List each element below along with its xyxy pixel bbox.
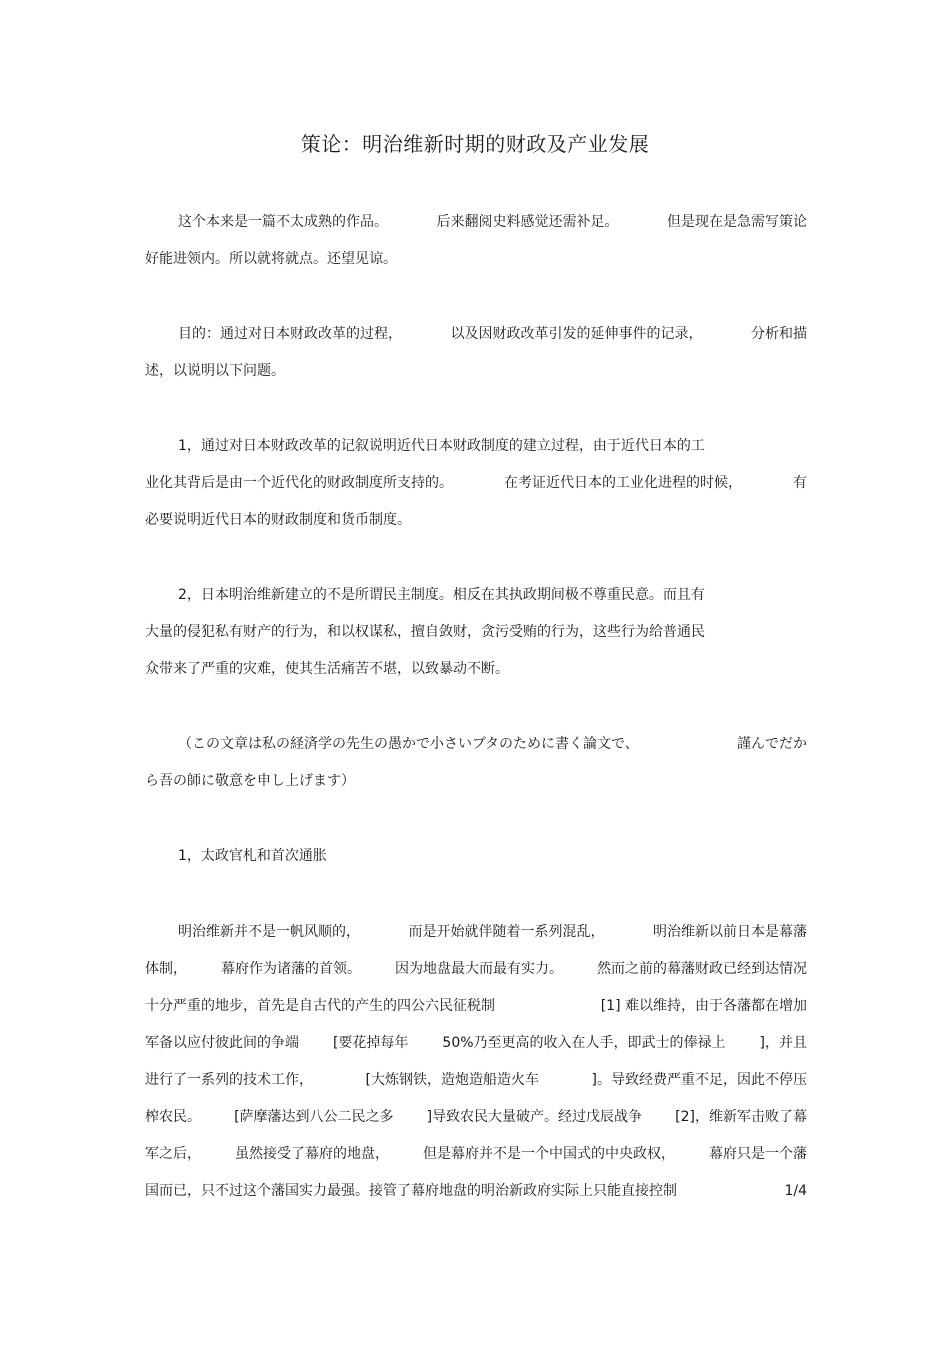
paragraph-line bbox=[178, 921, 807, 943]
text-segment: 幕府作为诸藩的首领。 bbox=[221, 961, 361, 977]
text-segment: [大炼钢铁，造炮造船造火车 bbox=[365, 1072, 539, 1088]
paragraph-line: 好能进领内。所以就将就点。还望见谅。 bbox=[145, 251, 397, 267]
paragraph-line: 众带来了严重的灾难，使其生活痛苦不堪，以致暴动不断。 bbox=[145, 661, 509, 677]
paragraph-line bbox=[145, 1180, 807, 1202]
text-segment: 謹んでだか bbox=[737, 736, 807, 752]
text-segment: 明治维新并不是一帆风顺的， bbox=[178, 924, 360, 940]
paragraph-line bbox=[145, 1069, 807, 1091]
text-segment: 目的：通过对日本财政改革的过程， bbox=[178, 326, 402, 342]
paragraph-line bbox=[145, 995, 807, 1017]
text-segment: ]，并且 bbox=[759, 1035, 807, 1051]
text-segment: 明治维新以前日本是幕藩 bbox=[653, 924, 807, 940]
paragraph-line: 2，日本明治维新建立的不是所谓民主制度。相反在其执政期间极不尊重民意。而且有 bbox=[178, 587, 705, 603]
text-segment: 这个本来是一篇不太成熟的作品。 bbox=[178, 214, 388, 230]
paragraph-line bbox=[145, 1032, 807, 1054]
text-segment: 但是幕府并不是一个中国式的中央政权， bbox=[423, 1146, 675, 1162]
text-segment: 虽然接受了幕府的地盘， bbox=[235, 1146, 389, 1162]
text-segment: 进行了一系列的技术工作， bbox=[145, 1072, 313, 1088]
document-title: 策论：明治维新时期的财政及产业发展 bbox=[300, 132, 650, 156]
paragraph-line: 1，通过对日本财政改革的记叙说明近代日本财政制度的建立过程，由于近代日本的工 bbox=[178, 438, 705, 454]
text-segment: 在考证近代日本的工业化进程的时候， bbox=[504, 475, 742, 491]
paragraph-line bbox=[178, 733, 807, 755]
paragraph-line: 大量的侵犯私有财产的行为，和以权谋私，擅自敛财，贪污受贿的行为，这些行为给普通民 bbox=[145, 624, 705, 640]
text-segment: 以及因财政改革引发的延伸事件的记录， bbox=[450, 326, 703, 342]
text-segment: [1] 难以维持，由于各藩都在增加 bbox=[600, 998, 807, 1014]
text-segment: [萨摩藩达到八公二民之多 bbox=[234, 1109, 394, 1125]
text-segment: 体制， bbox=[145, 961, 187, 977]
text-segment: 国而已，只不过这个藩国实力最强。接管了幕府地盘的明治新政府实际上只能直接控制 bbox=[145, 1183, 677, 1199]
text-segment: ]。导致经费严重不足，因此不停压 bbox=[591, 1072, 807, 1088]
section-heading: 1，太政官札和首次通胀 bbox=[178, 848, 327, 864]
paragraph-line bbox=[145, 958, 807, 980]
text-segment: 幕府只是一个藩 bbox=[709, 1146, 807, 1162]
text-segment: ]导致农民大量破产。经过戊辰战争 bbox=[426, 1109, 643, 1125]
paragraph-line: ら吾の師に敬意を申し上げます） bbox=[145, 773, 355, 789]
text-segment: 军备以应付彼此间的争端 bbox=[145, 1035, 299, 1051]
text-segment: （この文章は私の経済学の先生の愚かで小さいブタのために書く論文で、 bbox=[178, 736, 639, 752]
paragraph-line bbox=[145, 472, 807, 494]
text-segment: 有 bbox=[793, 475, 807, 491]
text-segment: 然而之前的幕藩财政已经到达情况 bbox=[597, 961, 807, 977]
page-number: 1/4 bbox=[784, 1183, 807, 1199]
text-segment: [2]，维新军击败了幕 bbox=[675, 1109, 807, 1125]
paragraph-line bbox=[145, 1106, 807, 1128]
text-segment: 军之后， bbox=[145, 1146, 201, 1162]
text-segment: 分析和描 bbox=[751, 326, 807, 342]
paragraph-line bbox=[178, 323, 807, 345]
paragraph-line: 述，以说明以下问题。 bbox=[145, 363, 285, 379]
paragraph-line: 必要说明近代日本的财政制度和货币制度。 bbox=[145, 512, 411, 528]
paragraph-line bbox=[178, 211, 807, 233]
text-segment: 50%乃至更高的收入在人手，即武士的俸禄上 bbox=[442, 1035, 726, 1051]
text-segment: 榨农民。 bbox=[145, 1109, 201, 1125]
text-segment: 而是开始就伴随着一系列混乱， bbox=[408, 924, 605, 940]
text-segment: 十分严重的地步，首先是自古代的产生的四公六民征税制 bbox=[145, 998, 495, 1014]
text-segment: 因为地盘最大而最有实力。 bbox=[395, 961, 563, 977]
text-segment: 后来翻阅史料感觉还需补足。 bbox=[436, 214, 619, 230]
text-segment: 但是现在是急需写策论 bbox=[667, 214, 807, 230]
paragraph-line bbox=[145, 1143, 807, 1165]
text-segment: 业化其背后是由一个近代化的财政制度所支持的。 bbox=[145, 475, 453, 491]
text-segment: [要花掉每年 bbox=[332, 1035, 409, 1051]
